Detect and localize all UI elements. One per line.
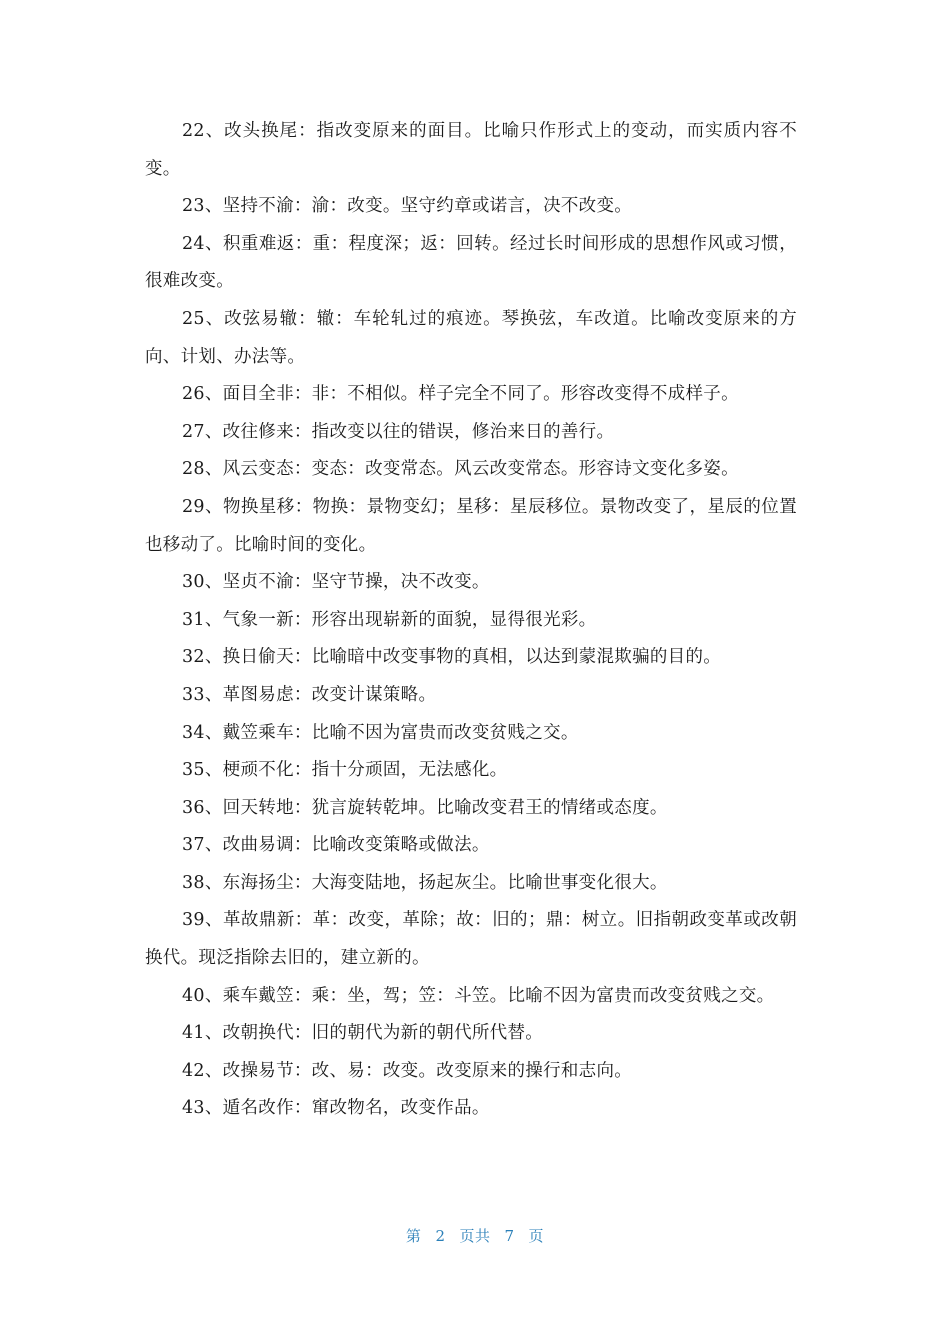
footer-middle: 页共	[459, 1227, 491, 1245]
entry-26: 26、面目全非：非：不相似。样子完全不同了。形容改变得不成样子。	[182, 384, 739, 405]
entry-40: 40、乘车戴笠：乘：坐，驾；笠：斗笠。比喻不因为富贵而改变贫贱之交。	[182, 985, 775, 1006]
entry-35: 35、梗顽不化：指十分顽固，无法感化。	[182, 760, 508, 781]
footer-total-pages: 7	[504, 1227, 515, 1245]
entry-22: 22、改头换尾：指改变原来的面目。比喻只作形式上的变动，而实质内容不变。	[145, 121, 797, 179]
entry-list	[145, 113, 797, 1128]
entry-28: 28、风云变态：变态：改变常态。风云改变常态。形容诗文变化多姿。	[182, 459, 739, 480]
entry-29: 29、物换星移：物换：景物变幻；星移：星辰移位。景物改变了，星辰的位置也移动了。比喻时间的变化。	[145, 496, 797, 555]
entry-25: 25、改弦易辙：辙：车轮轧过的痕迹。琴换弦，车改道。比喻改变原来的方向、计划、办法等。	[145, 308, 797, 367]
footer-current-page: 2	[435, 1227, 446, 1245]
entry-37: 37、改曲易调：比喻改变策略或做法。	[182, 835, 490, 856]
entry-38: 38、东海扬尘：大海变陆地，扬起灰尘。比喻世事变化很大。	[182, 872, 668, 893]
entry-42: 42、改操易节：改、易：改变。改变原来的操行和志向。	[182, 1060, 633, 1081]
entry-24: 24、积重难返：重：程度深；返：回转。经过长时间形成的思想作风或习惯，很难改变。	[145, 233, 797, 292]
footer-prefix: 第	[405, 1227, 422, 1245]
entry-43: 43、遁名改作：窜改物名，改变作品。	[182, 1098, 490, 1119]
entry-39: 39、革故鼎新：革：改变，革除；故：旧的；鼎：树立。旧指朝政变革或改朝换代。现泛指除去旧的，建立新的。	[145, 910, 797, 969]
entry-34: 34、戴笠乘车：比喻不因为富贵而改变贫贱之交。	[182, 722, 579, 743]
entry-23: 23、坚持不渝：渝：改变。坚守约章或诺言，决不改变。	[182, 196, 633, 217]
entry-30: 30、坚贞不渝：坚守节操，决不改变。	[182, 572, 490, 593]
entry-33: 33、革图易虑：改变计谋策略。	[182, 684, 437, 705]
entry-32: 32、换日偷天：比喻暗中改变事物的真相，以达到蒙混欺骗的目的。	[182, 647, 722, 668]
footer-suffix: 页	[528, 1227, 545, 1245]
entry-31: 31、气象一新：形容出现崭新的面貌，显得很光彩。	[182, 609, 597, 630]
entry-27: 27、改往修来：指改变以往的错误，修治来日的善行。	[182, 421, 615, 442]
entry-41: 41、改朝换代：旧的朝代为新的朝代所代替。	[182, 1023, 544, 1044]
page-footer	[0, 1225, 950, 1246]
entry-36: 36、回天转地：犹言旋转乾坤。比喻改变君王的情绪或态度。	[182, 797, 668, 818]
